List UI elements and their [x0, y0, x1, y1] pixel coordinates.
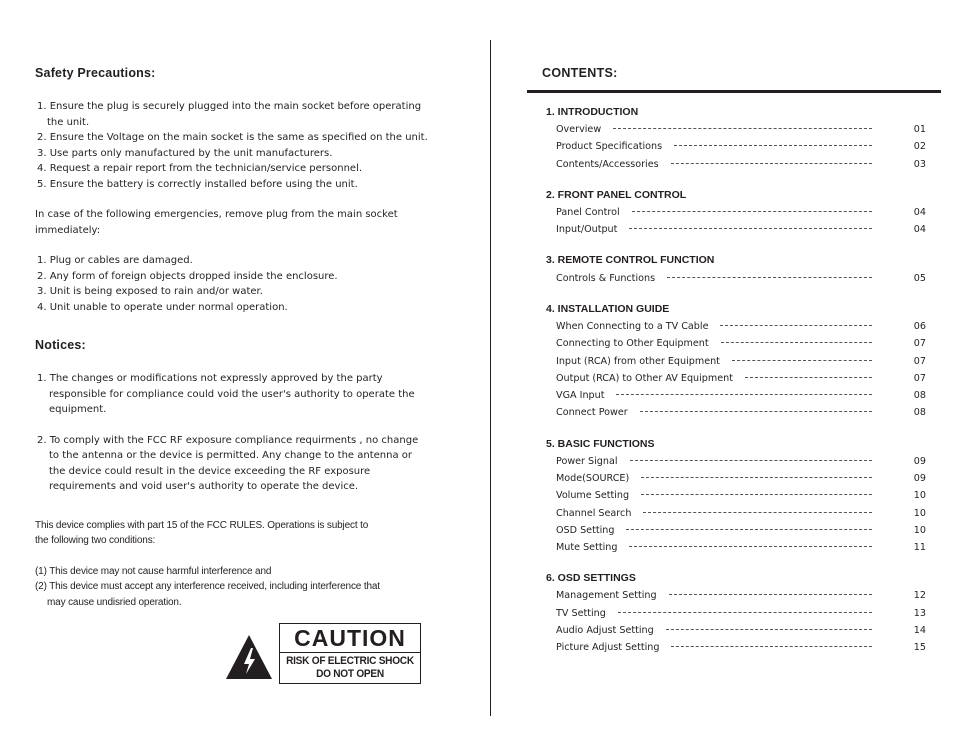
toc-page-number: 09 — [913, 455, 926, 467]
toc-section — [546, 436, 926, 557]
toc-section — [546, 187, 926, 239]
toc-entry — [546, 370, 926, 387]
page-divider — [490, 40, 491, 716]
toc-leader-dots — [640, 411, 872, 412]
toc-section-heading: 4. INSTALLATION GUIDE — [546, 302, 670, 315]
fcc-conditions: (1) This device may not cause harmful interference and (2) This device must accept any interference received, including interference that may cause undisried operation. — [35, 565, 380, 608]
toc-entry-label: Audio Adjust Setting — [556, 625, 654, 637]
table-of-contents — [546, 104, 926, 671]
toc-entry-label: Power Signal — [556, 455, 618, 467]
toc-entry — [546, 639, 926, 656]
list-item: 4. Request a repair report from the technician/service personnel. — [37, 163, 363, 174]
toc-page-number: 11 — [913, 542, 926, 554]
toc-leader-dots — [720, 325, 872, 326]
toc-entry — [546, 335, 926, 352]
toc-entry — [546, 487, 926, 504]
toc-page-number: 04 — [913, 224, 926, 236]
toc-section-heading: 3. REMOTE CONTROL FUNCTION — [546, 254, 715, 267]
toc-leader-dots — [666, 629, 872, 630]
toc-leader-dots — [671, 163, 872, 164]
toc-entry-label: Controls & Functions — [556, 272, 656, 284]
toc-page-number: 10 — [913, 524, 926, 536]
toc-page-number: 07 — [913, 372, 926, 384]
toc-entry — [546, 204, 926, 221]
toc-entry-label: Product Specifications — [556, 141, 663, 153]
toc-page-number: 07 — [913, 355, 926, 367]
toc-page-number: 03 — [913, 158, 926, 170]
toc-entry — [546, 221, 926, 238]
toc-entry — [546, 622, 926, 639]
emergency-list — [35, 253, 445, 315]
toc-entry — [546, 539, 926, 556]
contents-rule — [527, 90, 941, 93]
toc-leader-dots — [745, 377, 872, 378]
toc-page-number: 05 — [913, 272, 926, 284]
toc-entry-label: Panel Control — [556, 207, 620, 219]
toc-entry-label: Connecting to Other Equipment — [556, 338, 709, 350]
toc-entry-label: TV Setting — [556, 607, 606, 619]
toc-leader-dots — [613, 128, 872, 129]
toc-leader-dots — [626, 529, 872, 530]
notice-item: 2. To comply with the FCC RF exposure compliance requirments , no change to the antenna or the device is permitted. Any change to the antenna or the device could result in the device exceeding the RF exposure requirements and void user's authority to operate the device. — [37, 434, 419, 492]
toc-entry — [546, 587, 926, 604]
toc-entry — [546, 453, 926, 470]
toc-entry-label: Overview — [556, 124, 602, 136]
toc-page-number: 12 — [913, 590, 926, 602]
notices-title: Notices: — [35, 338, 86, 352]
toc-entry-label: OSD Setting — [556, 524, 615, 536]
toc-section — [546, 301, 926, 422]
left-page — [35, 66, 445, 610]
toc-page-number: 06 — [913, 320, 926, 332]
caution-line-1: RISK OF ELECTRIC SHOCK — [286, 655, 414, 667]
toc-page-number: 04 — [913, 207, 926, 219]
toc-page-number: 08 — [913, 390, 926, 402]
list-item: 3. Use parts only manufactured by the unit manufacturers. — [37, 147, 333, 159]
toc-section-heading: 6. OSD SETTINGS — [546, 572, 636, 585]
toc-entry-label: Input/Output — [556, 224, 618, 236]
toc-entry — [546, 352, 926, 369]
toc-leader-dots — [629, 546, 872, 547]
toc-entry — [546, 404, 926, 421]
caution-word: CAUTION — [280, 624, 420, 653]
toc-leader-dots — [618, 612, 872, 613]
toc-entry — [546, 269, 926, 286]
toc-entry-label: Channel Search — [556, 507, 632, 519]
toc-entry-label: VGA Input — [556, 390, 605, 402]
toc-entry-label: When Connecting to a TV Cable — [556, 320, 709, 332]
toc-page-number: 01 — [913, 124, 926, 136]
toc-leader-dots — [616, 394, 872, 395]
toc-entry-label: Output (RCA) to Other AV Equipment — [556, 372, 733, 384]
toc-leader-dots — [629, 228, 872, 229]
toc-entry — [546, 387, 926, 404]
toc-page-number: 14 — [913, 625, 926, 637]
toc-entry — [546, 504, 926, 521]
toc-page-number: 02 — [913, 141, 926, 153]
list-item: 2. Any form of foreign objects dropped inside the enclosure. — [37, 270, 338, 282]
toc-entry-label: Contents/Accessories — [556, 158, 659, 170]
safety-title: Safety Precautions: — [35, 66, 156, 80]
toc-section — [546, 104, 926, 173]
safety-list — [35, 99, 445, 192]
toc-entry-label: Management Setting — [556, 590, 657, 602]
caution-label — [279, 623, 421, 684]
toc-page-number: 15 — [913, 642, 926, 654]
toc-page-number: 08 — [913, 407, 926, 419]
toc-leader-dots — [671, 646, 872, 647]
toc-entry — [546, 318, 926, 335]
electric-shock-warning-icon — [225, 634, 273, 680]
toc-page-number: 07 — [913, 338, 926, 350]
toc-page-number: 10 — [913, 490, 926, 502]
toc-entry-label: Mute Setting — [556, 542, 618, 554]
toc-leader-dots — [641, 494, 872, 495]
emergency-intro: In case of the following emergencies, remove plug from the main socket immediately: — [35, 209, 398, 236]
notice-item: 1. The changes or modifications not expressly approved by the party responsible for compliance could void the user's authority to operate the equipment. — [37, 373, 415, 415]
toc-section-heading: 5. BASIC FUNCTIONS — [546, 437, 655, 450]
toc-entry — [546, 605, 926, 622]
toc-leader-dots — [669, 594, 872, 595]
toc-entry-label: Connect Power — [556, 407, 628, 419]
toc-leader-dots — [732, 360, 872, 361]
toc-entry — [546, 470, 926, 487]
toc-leader-dots — [667, 277, 872, 278]
list-item: 4. Unit unable to operate under normal operation. — [37, 301, 288, 313]
toc-entry — [546, 156, 926, 173]
toc-entry-label: Input (RCA) from other Equipment — [556, 355, 720, 367]
toc-section — [546, 570, 926, 656]
toc-leader-dots — [632, 211, 872, 212]
toc-leader-dots — [643, 512, 872, 513]
fcc-statement: This device complies with part 15 of the FCC RULES. Operations is subject to the following two conditions: — [35, 519, 369, 546]
toc-section — [546, 252, 926, 286]
toc-entry-label: Mode(SOURCE) — [556, 473, 630, 484]
toc-entry-label: Volume Setting — [556, 490, 630, 502]
toc-page-number: 13 — [913, 607, 926, 619]
toc-leader-dots — [674, 145, 872, 146]
toc-page-number: 09 — [913, 473, 926, 484]
list-item: 2. Ensure the Voltage on the main socket is the same as specified on the unit. — [37, 132, 428, 143]
toc-entry-label: Picture Adjust Setting — [556, 642, 660, 654]
toc-entry — [546, 121, 926, 138]
toc-page-number: 10 — [913, 507, 926, 519]
list-item: 1. Plug or cables are damaged. — [37, 255, 193, 266]
toc-entry — [546, 138, 926, 155]
list-item: 1. Ensure the plug is securely plugged into the main socket before operating the unit. — [37, 101, 422, 128]
list-item: 5. Ensure the battery is correctly installed before using the unit. — [37, 178, 358, 190]
contents-title: CONTENTS: — [542, 66, 618, 80]
toc-section-heading: 1. INTRODUCTION — [546, 106, 639, 118]
toc-section-heading: 2. FRONT PANEL CONTROL — [546, 188, 687, 201]
toc-leader-dots — [641, 477, 872, 478]
toc-leader-dots — [630, 460, 872, 461]
toc-leader-dots — [721, 342, 872, 343]
caution-line-2: DO NOT OPEN — [316, 667, 384, 680]
list-item: 3. Unit is being exposed to rain and/or water. — [37, 286, 263, 297]
toc-entry — [546, 522, 926, 539]
